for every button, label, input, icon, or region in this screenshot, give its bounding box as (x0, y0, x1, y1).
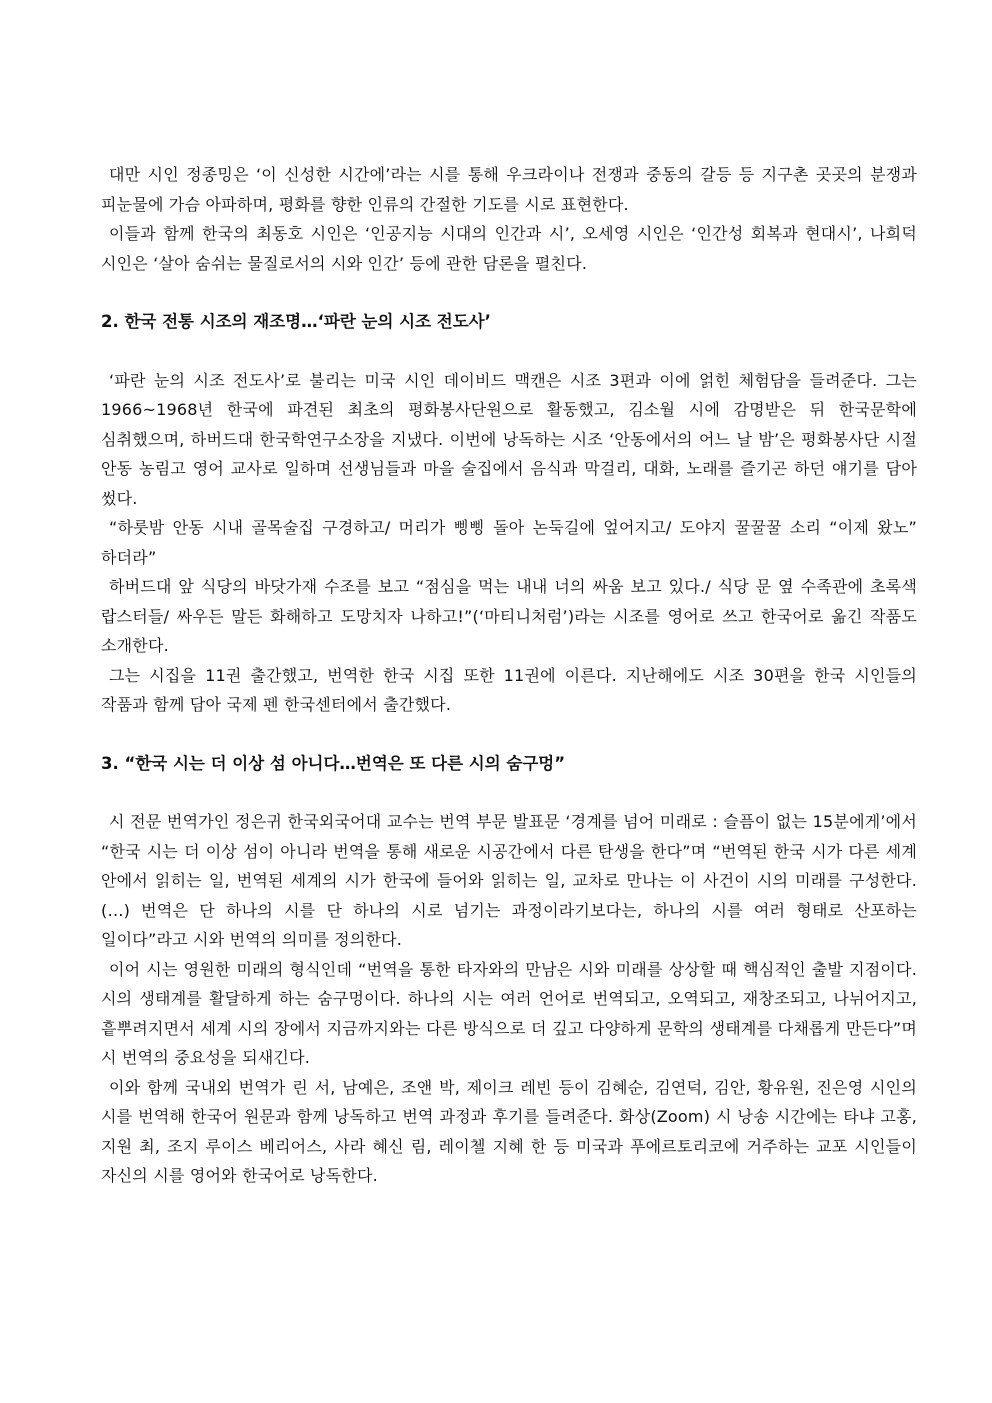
section-heading-2: 2. 한국 전통 시조의 재조명…‘파란 눈의 시조 전도사’ (101, 312, 491, 331)
paragraph: 이들과 함께 한국의 최동호 시인은 ‘인공지능 시대의 인간과 시’, 오세영 시인은 ‘인간성 회복과 현대시’, 나희덕 시인은 ‘살아 숨쉬는 물질로서의 시와 인간’ 등에 관한 담론을 펼친다. (101, 224, 917, 273)
paragraph: 그는 시집을 11권 출간했고, 번역한 한국 시집 또한 11권에 이른다. 지난해에도 시조 30편을 한국 시인들의 작품과 함께 담아 국제 펜 한국센터에서 출간했다. (101, 665, 917, 714)
paragraph: 하버드대 앞 식당의 바닷가재 수조를 보고 “점심을 먹는 내내 너의 싸움 보고 있다./ 식당 문 옆 수족관에 초록색 랍스터들/ 싸우든 말든 화해하고 도망치자 나하고!”(‘마티니처럼’)라는 시조를 영어로 쓰고 한국어로 옮긴 작품도 소개한다. (101, 577, 917, 655)
paragraph: “하룻밤 안동 시내 골목술집 구경하고/ 머리가 삥삥 돌아 논둑길에 엎어지고/ 도야지 꿀꿀꿀 소리 “이제 왔노” 하더라” (101, 518, 917, 567)
spacer (101, 778, 917, 807)
paragraph: 이어 시는 영원한 미래의 형식인데 “번역을 통한 타자와의 만남은 시와 미래를 상상할 때 핵심적인 출발 지점이다. 시의 생태계를 활달하게 하는 숨구멍이다. 하나의 시는 여러 언어로 번역되고, 오역되고, 재창조되고, 나뉘어지고, 흩뿌려지면서 세계 시의 장에서 지금까지와는 다른 방식으로 더 깊고 다양하게 문학의 생태계를 다채롭게 만든다”며 시 번역의 중요성을 되새긴다. (101, 959, 917, 1067)
paragraph: 대만 시인 정종밍은 ‘이 신성한 시간에’라는 시를 통해 우크라이나 전쟁과 중동의 갈등 등 지구촌 곳곳의 분쟁과 피눈물에 가슴 아파하며, 평화를 향한 인류의 간절한 기도를 시로 표현한다. (101, 165, 917, 214)
paragraph: 시 전문 번역가인 정은귀 한국외국어대 교수는 번역 부문 발표문 ‘경계를 넘어 미래로 : 슬픔이 없는 15분에게’에서 “한국 시는 더 이상 섬이 아니라 번역을 통해 새로운 시공간에서 다른 탄생을 한다”며 “번역된 한국 시가 다른 세계 안에서 읽히는 일, 번역된 세계의 시가 한국에 들어와 읽히는 일, 교차로 만나는 이 사건이 시의 미래를 구성한다. (…) 번역은 단 하나의 시를 단 하나의 시로 넘기는 과정이라기보다는, 하나의 시를 여러 형태로 산포하는 일이다”라고 시와 번역의 의미를 정의한다. (101, 812, 917, 949)
section-heading-3: 3. “한국 시는 더 이상 섬 아니다…번역은 또 다른 시의 숨구멍” (101, 753, 566, 773)
spacer (101, 720, 917, 749)
paragraph: ‘파란 눈의 시조 전도사’로 불리는 미국 시인 데이비드 맥캔은 시조 3편과 이에 얽힌 체험담을 들려준다. 그는 1966~1968년 한국에 파견된 최초의 평화봉사단원으로 활동했고, 김소월 시에 감명받은 뒤 한국문학에 심취했으며, 하버드대 한국학연구소장을 지냈다. 이번에 낭독하는 시조 ‘안동에서의 어느 날 밤’은 평화봉사단 시절 안동 농림고 영어 교사로 일하며 선생님들과 마을 술집에서 음식과 막걸리, 대화, 노래를 즐기곤 하던 얘기를 담아 썼다. (101, 370, 917, 508)
paragraph: 이와 함께 국내외 번역가 린 서, 남예은, 조앤 박, 제이크 레빈 등이 김혜순, 김연덕, 김안, 황유원, 진은영 시인의 시를 번역해 한국어 원문과 함께 낭독하고 번역 과정과 후기를 들려준다. 화상(Zoom) 시 낭송 시간에는 타냐 고홍, 지원 최, 조지 루이스 베리어스, 사라 혜신 림, 레이첼 지혜 한 등 미국과 푸에르토리코에 거주하는 교포 시인들이 자신의 시를 영어와 한국어로 낭독한다. (101, 1077, 917, 1185)
spacer (101, 278, 917, 307)
spacer (101, 337, 917, 366)
